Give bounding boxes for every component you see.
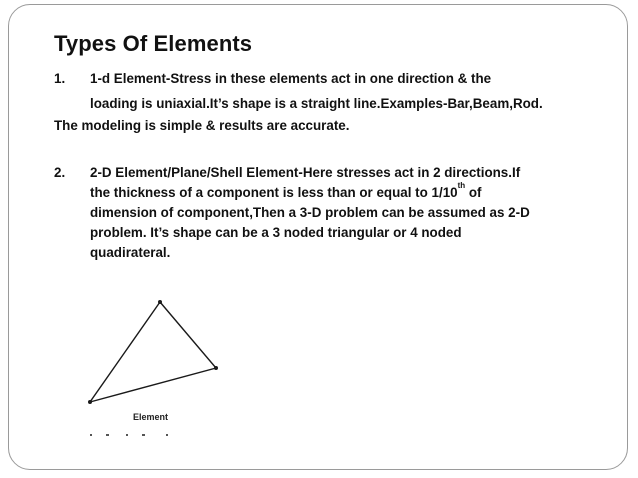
remnant-dot [90, 434, 92, 436]
superscript-th: th [457, 181, 466, 190]
node-1 [158, 300, 162, 304]
item-2-line-1: 2-D Element/Plane/Shell Element-Here stresses act in 2 directions.If [90, 165, 521, 180]
remnant-dot [106, 434, 109, 436]
item-2-line-5: quadirateral. [90, 245, 171, 260]
item-2-number: 2. [54, 165, 66, 180]
item-1-line-2: loading is uniaxial.It’s shape is a straight line.Examples-Bar,Beam,Rod. [90, 96, 543, 111]
remnant-dot [142, 434, 145, 436]
node-3 [88, 400, 92, 404]
triangle-edges [90, 302, 216, 402]
cropped-text-remnant [90, 434, 168, 436]
slide-title: Types Of Elements [54, 31, 253, 56]
item-2-line-2-text: the thickness of a component is less than or equal to 1/10 [90, 185, 458, 200]
remnant-dot [126, 434, 128, 436]
node-2 [214, 366, 218, 370]
item-1-line-1: 1-d Element-Stress in these elements act in one direction & the [90, 71, 492, 86]
item-2-line-2 [90, 183, 530, 203]
remnant-dot [166, 434, 168, 436]
triangle-element-diagram [80, 290, 240, 440]
item-2-text [90, 163, 530, 263]
item-1-line-3: The modeling is simple & results are accurate. [54, 118, 350, 133]
item-2-line-3: dimension of component,Then a 3-D problem can be assumed as 2-D [90, 205, 530, 220]
item-2-line-2-tail: of [465, 185, 482, 200]
item-2-line-4: problem. It’s shape can be a 3 noded triangular or 4 noded [90, 225, 462, 240]
item-1-number: 1. [54, 71, 66, 86]
figure-caption: Element [133, 412, 169, 422]
